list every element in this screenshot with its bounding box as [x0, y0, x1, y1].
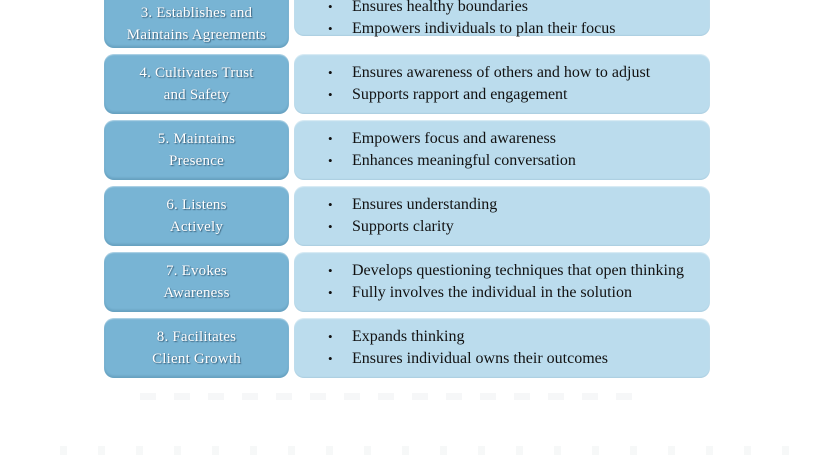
stage-label-line: 6. Listens: [166, 197, 227, 213]
stage-box: [104, 318, 289, 378]
bullet-item: [294, 0, 710, 18]
bullet-icon: •: [328, 263, 333, 278]
outcome-box: [294, 252, 710, 312]
bullet-text: Fully involves the individual in the solution: [352, 284, 632, 301]
stage-label-line: Client Growth: [152, 351, 241, 367]
bullet-item: [294, 348, 710, 370]
table-row: [104, 0, 710, 48]
stage-label-line: 4. Cultivates Trust: [139, 65, 254, 81]
bullet-text: Ensures healthy boundaries: [352, 0, 528, 15]
outcome-box: [294, 186, 710, 246]
bullet-item: [294, 128, 710, 150]
bullet-icon: •: [328, 219, 333, 234]
stage-label-line: Maintains Agreements: [126, 27, 267, 43]
bullet-item: [294, 194, 710, 216]
bullet-text: Ensures individual owns their outcomes: [352, 350, 608, 367]
bullet-text: Develops questioning techniques that open thinking: [352, 262, 684, 279]
bullet-icon: •: [328, 65, 333, 80]
stage-box: [104, 0, 289, 48]
bullet-icon: •: [328, 87, 333, 102]
bullet-item: [294, 260, 710, 282]
bullet-text: Supports clarity: [352, 218, 454, 235]
bullet-icon: •: [328, 21, 333, 36]
bullet-item: [294, 326, 710, 348]
stage-box: [104, 120, 289, 180]
bullet-icon: •: [328, 285, 333, 300]
stage-label-line: Actively: [169, 219, 224, 235]
bullet-item: [294, 282, 710, 304]
bullet-icon: •: [328, 153, 333, 168]
stage-label-line: Awareness: [163, 285, 230, 301]
faded-footer-artifact: [140, 393, 640, 400]
bullet-item: [294, 84, 710, 106]
bullet-item: [294, 150, 710, 172]
bullet-text: Enhances meaningful conversation: [352, 152, 576, 169]
stage-label-line: 3. Establishes and: [140, 5, 253, 21]
table-row: [104, 252, 710, 312]
outcome-box: [294, 0, 710, 36]
stage-box: [104, 252, 289, 312]
bullet-text: Supports rapport and engagement: [352, 86, 568, 103]
bullet-text: Expands thinking: [352, 328, 465, 345]
bullet-item: [294, 62, 710, 84]
stage-label-line: Presence: [169, 153, 224, 169]
bullet-item: [294, 18, 710, 40]
stage-label-line: and Safety: [163, 87, 230, 103]
bullet-icon: •: [328, 131, 333, 146]
bullet-text: Empowers focus and awareness: [352, 130, 556, 147]
stage-label-line: 8. Facilitates: [156, 329, 237, 345]
bullet-text: Empowers individuals to plan their focus: [352, 20, 616, 37]
stage-box: [104, 186, 289, 246]
stage-label-line: 5. Maintains: [157, 131, 236, 147]
outcome-box: [294, 54, 710, 114]
bullet-icon: •: [328, 197, 333, 212]
outcome-box: [294, 318, 710, 378]
table-row: [104, 318, 710, 378]
table-row: [104, 54, 710, 114]
bullet-icon: •: [328, 329, 333, 344]
table-row: [104, 186, 710, 246]
bullet-item: [294, 216, 710, 238]
bullet-icon: •: [328, 351, 333, 366]
bullet-text: Ensures understanding: [352, 196, 498, 213]
stage-box: [104, 54, 289, 114]
faded-footer-artifact: [60, 446, 805, 455]
stage-label-line: 7. Evokes: [166, 263, 227, 279]
table-row: [104, 120, 710, 180]
bullet-icon: •: [328, 0, 333, 14]
bullet-text: Ensures awareness of others and how to adjust: [352, 64, 651, 81]
outcome-box: [294, 120, 710, 180]
